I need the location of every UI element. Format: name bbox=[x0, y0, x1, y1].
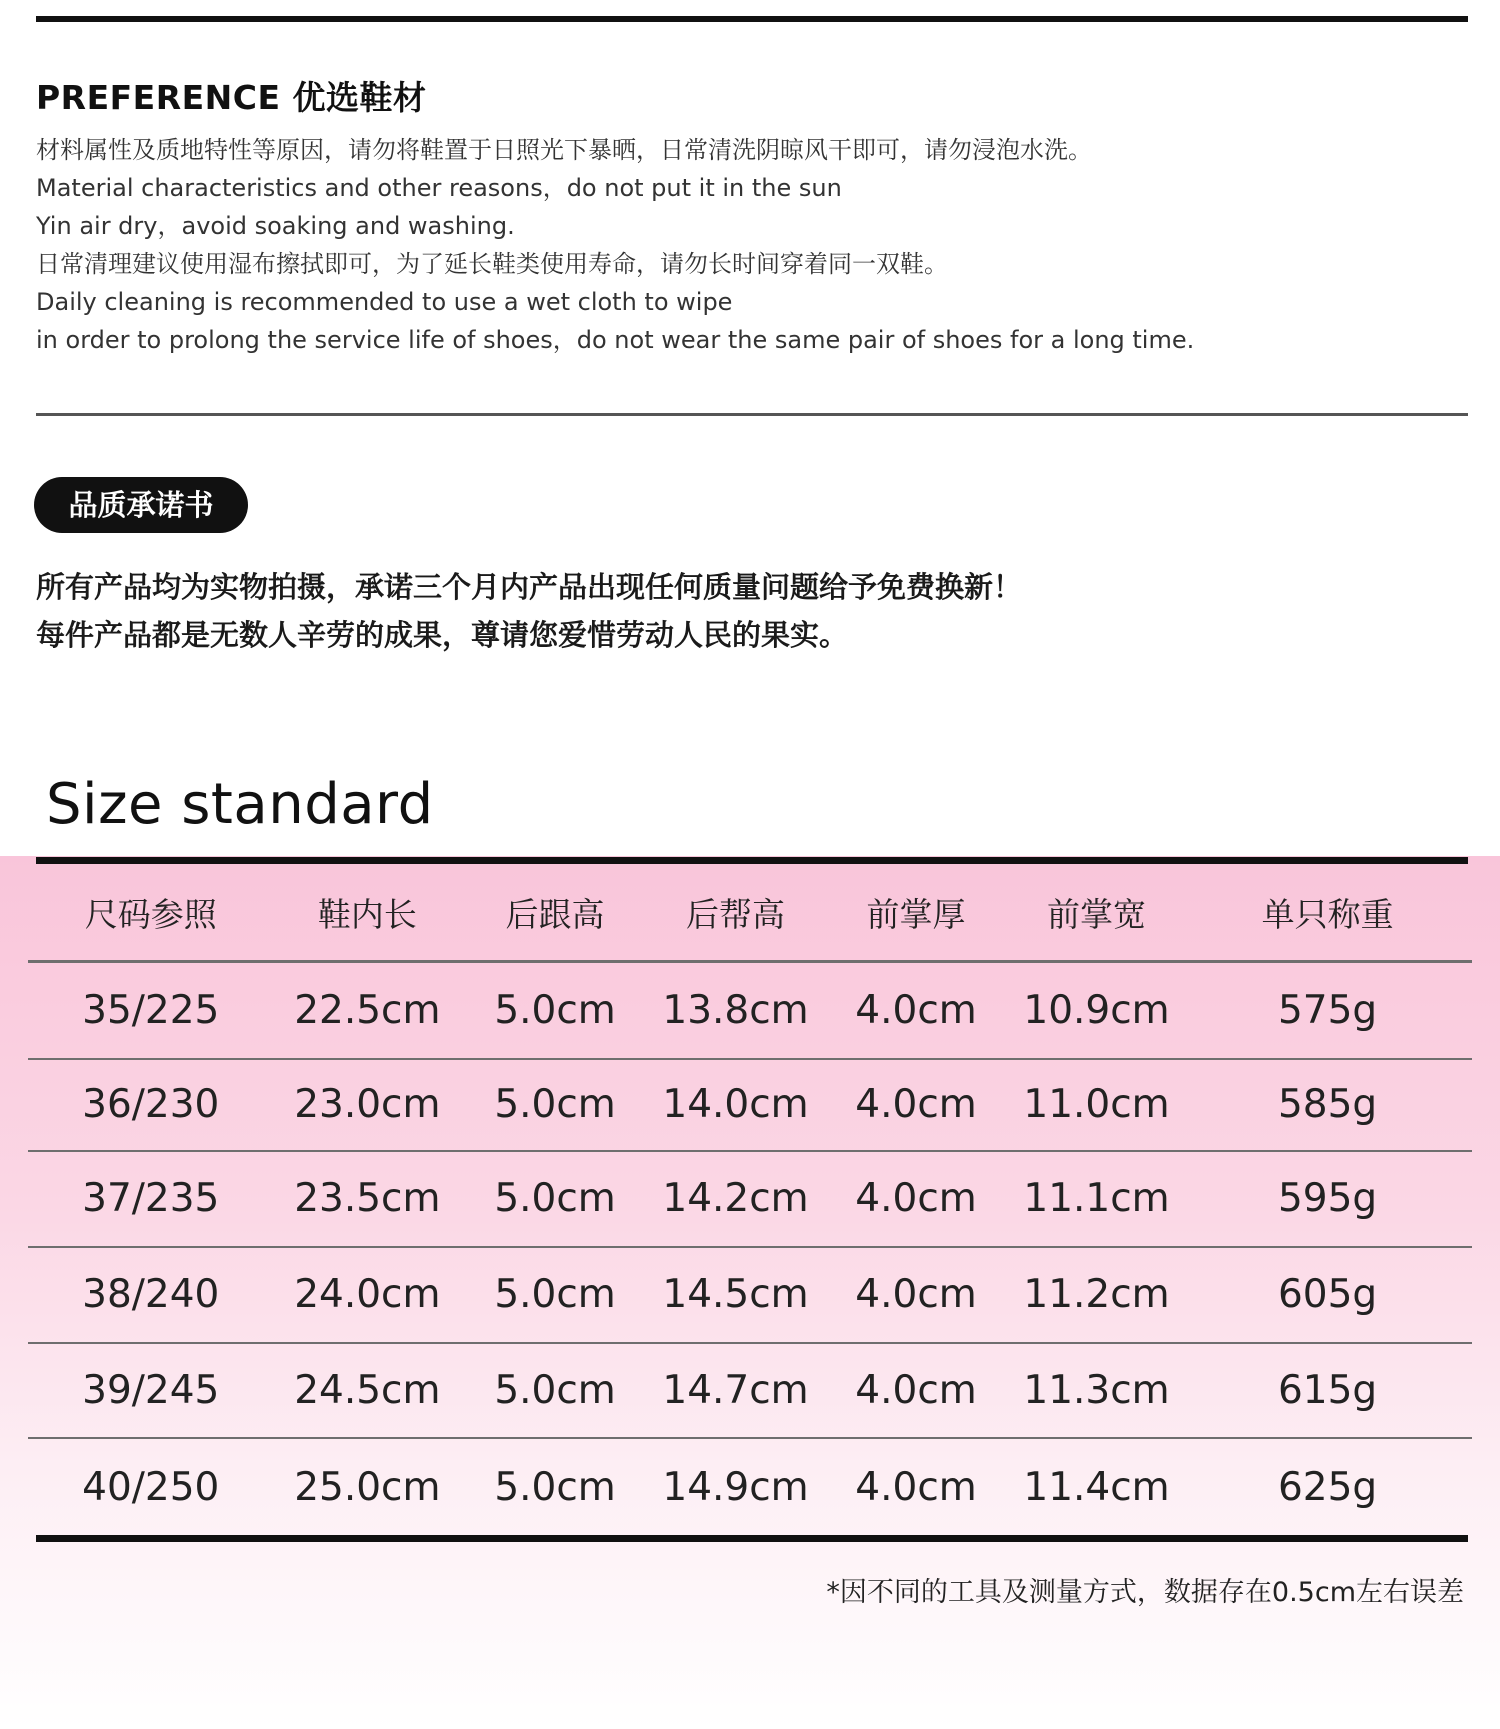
table-cell: 5.0cm bbox=[461, 962, 649, 1059]
table-cell: 5.0cm bbox=[494, 1465, 616, 1510]
table-cell: 14.2cm bbox=[649, 1151, 822, 1247]
table-cell: 5.0cm bbox=[461, 1247, 649, 1343]
table-cell: 5.0cm bbox=[461, 1151, 649, 1247]
column-header: 前掌宽 bbox=[1010, 864, 1183, 962]
table-cell: 37/235 bbox=[28, 1151, 273, 1247]
table-cell: 4.0cm bbox=[822, 1059, 1010, 1151]
table-cell: 5.0cm bbox=[461, 1343, 649, 1438]
care-instructions bbox=[36, 131, 1194, 359]
table-row bbox=[28, 1343, 1472, 1438]
table-cell: 13.8cm bbox=[649, 962, 822, 1059]
table-cell: 11.0cm bbox=[1010, 1059, 1183, 1151]
table-cell: 35/225 bbox=[28, 962, 273, 1059]
table-cell: 11.1cm bbox=[1010, 1151, 1183, 1247]
table-cell: 4.0cm bbox=[822, 1247, 1010, 1343]
column-header: 前掌厚 bbox=[822, 864, 1010, 962]
table-cell: 24.0cm bbox=[273, 1247, 461, 1343]
table-cell: 36/230 bbox=[28, 1059, 273, 1151]
table-cell: 605g bbox=[1183, 1247, 1472, 1343]
promise-line: 每件产品都是无数人辛劳的成果，尊请您爱惜劳动人民的果实。 bbox=[36, 618, 849, 652]
section-divider bbox=[36, 413, 1468, 416]
column-header: 尺码参照 bbox=[28, 864, 273, 962]
care-line: in order to prolong the service life of shoes，do not wear the same pair of shoes for a long time. bbox=[36, 326, 1195, 354]
table-top-rule bbox=[36, 857, 1468, 864]
table-cell: 14.9cm bbox=[662, 1465, 809, 1510]
care-line: 日常清理建议使用湿布擦拭即可，为了延长鞋类使用寿命，请勿长时间穿着同一双鞋。 bbox=[36, 250, 948, 278]
table-row bbox=[28, 962, 1472, 1059]
table-cell: 4.0cm bbox=[822, 1151, 1010, 1247]
table-row bbox=[28, 1438, 1472, 1537]
column-header: 单只称重 bbox=[1183, 864, 1472, 962]
table-cell: 585g bbox=[1183, 1059, 1472, 1151]
column-header: 后跟高 bbox=[461, 864, 649, 962]
table-cell: 625g bbox=[1277, 1465, 1378, 1510]
table-cell: 23.5cm bbox=[273, 1151, 461, 1247]
table-cell: 40/250 bbox=[82, 1465, 220, 1510]
table-cell: 24.5cm bbox=[273, 1343, 461, 1438]
table-cell: 14.0cm bbox=[649, 1059, 822, 1151]
table-cell: 4.0cm bbox=[822, 1343, 1010, 1438]
table-cell: 575g bbox=[1183, 962, 1472, 1059]
table-cell: 11.3cm bbox=[1010, 1343, 1183, 1438]
care-line: Material characteristics and other reasons，do not put it in the sun bbox=[36, 174, 842, 202]
table-cell: 5.0cm bbox=[461, 1059, 649, 1151]
column-header: 鞋内长 bbox=[273, 864, 461, 962]
table-bottom-rule bbox=[36, 1535, 1468, 1542]
top-divider bbox=[36, 16, 1468, 22]
table-cell: 595g bbox=[1183, 1151, 1472, 1247]
table-cell: 4.0cm bbox=[855, 1465, 977, 1510]
table-cell: 10.9cm bbox=[1010, 962, 1183, 1059]
table-row bbox=[28, 1151, 1472, 1247]
care-line: 材料属性及质地特性等原因，请勿将鞋置于日照光下暴晒，日常清洗阴晾风干即可，请勿浸泡水洗。 bbox=[36, 136, 1092, 164]
table-row bbox=[28, 1059, 1472, 1151]
table-cell: 14.7cm bbox=[649, 1343, 822, 1438]
table-cell: 22.5cm bbox=[273, 962, 461, 1059]
table-cell: 4.0cm bbox=[822, 962, 1010, 1059]
table-cell: 39/245 bbox=[28, 1343, 273, 1438]
preference-heading: PREFERENCE 优选鞋材 bbox=[36, 78, 427, 117]
table-row bbox=[28, 1247, 1472, 1343]
table-cell: 11.4cm bbox=[1023, 1465, 1170, 1510]
measurement-footnote: *因不同的工具及测量方式，数据存在0.5cm左右误差 bbox=[826, 1577, 1464, 1608]
table-cell: 23.0cm bbox=[273, 1059, 461, 1151]
size-table bbox=[28, 864, 1472, 1537]
table-header-row bbox=[28, 864, 1472, 962]
table-cell: 14.5cm bbox=[649, 1247, 822, 1343]
quality-promise bbox=[36, 563, 1022, 659]
table-cell: 11.2cm bbox=[1010, 1247, 1183, 1343]
table-cell: 25.0cm bbox=[294, 1465, 441, 1510]
size-standard-title: Size standard bbox=[46, 772, 434, 837]
promise-line: 所有产品均为实物拍摄，承诺三个月内产品出现任何质量问题给予免费换新！ bbox=[36, 570, 1023, 604]
table-cell: 38/240 bbox=[28, 1247, 273, 1343]
column-header: 后帮高 bbox=[649, 864, 822, 962]
care-line: Daily cleaning is recommended to use a wet cloth to wipe bbox=[36, 288, 733, 316]
table-cell: 615g bbox=[1183, 1343, 1472, 1438]
quality-badge: 品质承诺书 bbox=[34, 477, 248, 533]
care-line: Yin air dry，avoid soaking and washing. bbox=[36, 212, 515, 240]
